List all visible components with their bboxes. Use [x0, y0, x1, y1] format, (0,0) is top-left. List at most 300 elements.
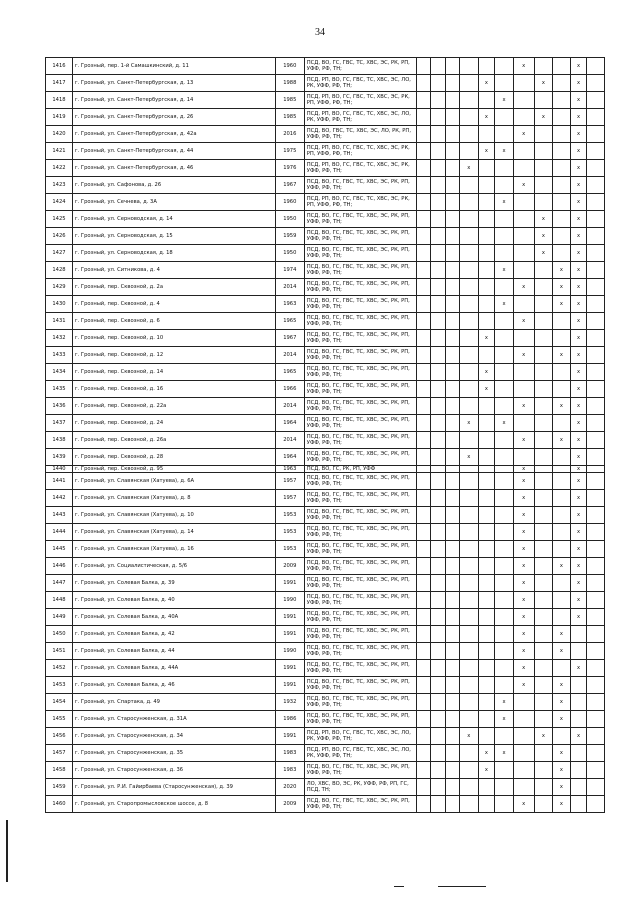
systems-cell: ПСД, ВО, ГС, ГВС, ТС, ХВС, ЭС, РК, РП, УФФ, РФ, ТН;	[304, 507, 416, 524]
mark-cell	[495, 524, 514, 541]
mark-cell	[460, 796, 479, 813]
mark-cell	[513, 728, 534, 745]
mark-cell	[431, 660, 445, 677]
mark-cell	[431, 211, 445, 228]
row-number: 1421	[46, 143, 73, 160]
mark-cell: x	[478, 364, 495, 381]
mark-cell	[445, 541, 459, 558]
mark-cell	[534, 524, 553, 541]
mark-cell: x	[495, 194, 514, 211]
row-number: 1449	[46, 609, 73, 626]
mark-cell	[460, 330, 479, 347]
mark-cell: x	[570, 449, 587, 466]
systems-cell: ПСД, ВО, ГС, ГВС, ТС, ХВС, ЭС, РК, РП, УФФ, РФ, ТН;	[304, 762, 416, 779]
year-cell: 1965	[275, 313, 304, 330]
mark-cell: x	[534, 109, 553, 126]
mark-cell	[431, 575, 445, 592]
year-cell: 2009	[275, 796, 304, 813]
mark-cell: x	[570, 609, 587, 626]
year-cell: 1990	[275, 643, 304, 660]
table-row	[46, 177, 605, 194]
mark-cell	[460, 381, 479, 398]
mark-cell	[513, 415, 534, 432]
address-cell: г. Грозный, ул. Славянская (Хатуева), д. 16	[72, 541, 275, 558]
mark-cell	[478, 432, 495, 449]
mark-cell: x	[460, 728, 479, 745]
mark-cell	[495, 109, 514, 126]
mark-cell	[416, 160, 430, 177]
mark-cell	[431, 745, 445, 762]
row-number: 1438	[46, 432, 73, 449]
year-cell: 1983	[275, 762, 304, 779]
mark-cell	[460, 762, 479, 779]
mark-cell	[478, 490, 495, 507]
mark-cell	[431, 58, 445, 75]
mark-cell	[445, 507, 459, 524]
mark-cell	[553, 507, 571, 524]
row-number: 1426	[46, 228, 73, 245]
mark-cell	[431, 796, 445, 813]
mark-cell	[416, 507, 430, 524]
mark-cell	[431, 524, 445, 541]
systems-cell: ПСД, ВО, ГС, ГВС, ТС, ХВС, ЭС, РК, РП, УФФ, РФ, ТН;	[304, 449, 416, 466]
table-row	[46, 660, 605, 677]
row-number: 1458	[46, 762, 73, 779]
mark-cell	[478, 592, 495, 609]
mark-cell	[416, 177, 430, 194]
mark-cell	[416, 711, 430, 728]
mark-cell	[416, 92, 430, 109]
mark-cell	[445, 262, 459, 279]
mark-cell	[460, 524, 479, 541]
mark-cell	[478, 211, 495, 228]
mark-cell	[587, 364, 605, 381]
mark-cell: x	[513, 592, 534, 609]
table-row	[46, 228, 605, 245]
mark-cell	[478, 296, 495, 313]
mark-cell: x	[553, 796, 571, 813]
mark-cell: x	[495, 92, 514, 109]
mark-cell	[570, 796, 587, 813]
table-row	[46, 473, 605, 490]
address-cell: г. Грозный, ул. Солевая Балка, д. 46	[72, 677, 275, 694]
mark-cell	[445, 660, 459, 677]
mark-cell	[431, 432, 445, 449]
mark-cell	[416, 228, 430, 245]
mark-cell	[431, 245, 445, 262]
mark-cell	[416, 432, 430, 449]
mark-cell	[587, 126, 605, 143]
table-row	[46, 575, 605, 592]
mark-cell: x	[534, 211, 553, 228]
mark-cell: x	[513, 541, 534, 558]
year-cell: 1967	[275, 177, 304, 194]
mark-cell: x	[478, 745, 495, 762]
systems-cell: ПСД, ВО, ГС, ГВС, ТС, ХВС, ЭС, РК, РП, УФФ, РФ, ТН;	[304, 626, 416, 643]
systems-cell: ПСД, ВО, ГС, ГВС, ТС, ХВС, ЭС, РК, РП, УФФ, РФ, ТН;	[304, 347, 416, 364]
mark-cell	[587, 626, 605, 643]
mark-cell	[445, 381, 459, 398]
mark-cell	[445, 711, 459, 728]
mark-cell	[460, 279, 479, 296]
year-cell: 1960	[275, 194, 304, 211]
table-row	[46, 262, 605, 279]
mark-cell	[534, 796, 553, 813]
mark-cell	[416, 592, 430, 609]
mark-cell	[416, 143, 430, 160]
mark-cell	[460, 245, 479, 262]
table-row	[46, 279, 605, 296]
row-number: 1431	[46, 313, 73, 330]
mark-cell: x	[513, 490, 534, 507]
housing-registry-table	[45, 57, 605, 813]
mark-cell	[495, 228, 514, 245]
mark-cell: x	[478, 381, 495, 398]
mark-cell	[495, 245, 514, 262]
mark-cell	[460, 313, 479, 330]
row-number: 1435	[46, 381, 73, 398]
table-row	[46, 364, 605, 381]
mark-cell	[587, 109, 605, 126]
mark-cell: x	[478, 143, 495, 160]
mark-cell	[416, 194, 430, 211]
mark-cell	[478, 466, 495, 473]
mark-cell	[416, 58, 430, 75]
table-row	[46, 541, 605, 558]
mark-cell: x	[495, 711, 514, 728]
row-number: 1430	[46, 296, 73, 313]
row-number: 1437	[46, 415, 73, 432]
address-cell: г. Грозный, пер. Сквозной, д. 24	[72, 415, 275, 432]
year-cell: 1983	[275, 745, 304, 762]
mark-cell	[534, 779, 553, 796]
mark-cell	[478, 728, 495, 745]
mark-cell	[431, 381, 445, 398]
systems-cell: ПСД, ВО, ГС, ГВС, ТС, ХВС, ЭС, РК, РП, УФФ, РФ, ТН;	[304, 592, 416, 609]
year-cell: 1965	[275, 364, 304, 381]
mark-cell	[553, 609, 571, 626]
mark-cell	[495, 490, 514, 507]
year-cell: 1964	[275, 449, 304, 466]
mark-cell	[570, 711, 587, 728]
table-row	[46, 58, 605, 75]
mark-cell: x	[570, 177, 587, 194]
mark-cell: x	[570, 728, 587, 745]
mark-cell	[478, 524, 495, 541]
mark-cell	[460, 609, 479, 626]
mark-cell	[495, 660, 514, 677]
mark-cell	[445, 415, 459, 432]
mark-cell	[445, 473, 459, 490]
mark-cell	[478, 779, 495, 796]
mark-cell	[431, 177, 445, 194]
mark-cell	[553, 245, 571, 262]
mark-cell	[460, 364, 479, 381]
address-cell: г. Грозный, ул. Санкт-Петербургская, д. 26	[72, 109, 275, 126]
mark-cell	[534, 507, 553, 524]
mark-cell	[534, 745, 553, 762]
mark-cell: x	[513, 643, 534, 660]
mark-cell	[431, 779, 445, 796]
mark-cell	[431, 194, 445, 211]
mark-cell	[587, 398, 605, 415]
table-row	[46, 677, 605, 694]
mark-cell	[587, 541, 605, 558]
row-number: 1447	[46, 575, 73, 592]
address-cell: г. Грозный, ул. Санкт-Петербургская, д. 14	[72, 92, 275, 109]
table-row	[46, 762, 605, 779]
mark-cell	[587, 313, 605, 330]
table-row	[46, 245, 605, 262]
row-number: 1445	[46, 541, 73, 558]
mark-cell	[553, 660, 571, 677]
mark-cell	[495, 449, 514, 466]
mark-cell: x	[513, 473, 534, 490]
table-row	[46, 728, 605, 745]
mark-cell	[416, 245, 430, 262]
mark-cell	[495, 279, 514, 296]
margin-line	[6, 820, 8, 882]
table-row	[46, 796, 605, 813]
mark-cell	[587, 58, 605, 75]
systems-cell: ПСД, РП, ВО, ГС, ГВС, ТС, ХВС, ЭС, ЛО, РК, УФФ, РФ, ТН;	[304, 745, 416, 762]
mark-cell: x	[553, 626, 571, 643]
year-cell: 1964	[275, 415, 304, 432]
row-number: 1444	[46, 524, 73, 541]
mark-cell	[553, 194, 571, 211]
mark-cell	[587, 330, 605, 347]
year-cell: 1932	[275, 694, 304, 711]
mark-cell	[416, 126, 430, 143]
mark-cell: x	[513, 507, 534, 524]
systems-cell: ПСД, ВО, ГС, ГВС, ТС, ХВС, ЭС, РК, РП, УФФ, РФ, ТН;	[304, 490, 416, 507]
address-cell: г. Грозный, пер. Сквозной, д. 95	[72, 466, 275, 473]
mark-cell	[570, 626, 587, 643]
mark-cell: x	[513, 575, 534, 592]
mark-cell	[553, 575, 571, 592]
mark-cell	[587, 92, 605, 109]
mark-cell	[445, 677, 459, 694]
address-cell: г. Грозный, ул. Солевая Балка, д. 40	[72, 592, 275, 609]
mark-cell	[478, 558, 495, 575]
mark-cell: x	[570, 143, 587, 160]
table-row	[46, 609, 605, 626]
address-cell: г. Грозный, ул. Славянская (Хатуева), д. 10	[72, 507, 275, 524]
mark-cell	[460, 347, 479, 364]
address-cell: г. Грозный, пер. Сквозной, д. 6	[72, 313, 275, 330]
mark-cell	[460, 194, 479, 211]
row-number: 1423	[46, 177, 73, 194]
mark-cell	[431, 313, 445, 330]
mark-cell	[587, 245, 605, 262]
mark-cell	[445, 762, 459, 779]
mark-cell: x	[534, 228, 553, 245]
mark-cell	[478, 507, 495, 524]
mark-cell	[416, 796, 430, 813]
mark-cell	[513, 160, 534, 177]
row-number: 1454	[46, 694, 73, 711]
mark-cell	[445, 330, 459, 347]
mark-cell	[431, 347, 445, 364]
systems-cell: ПСД, ВО, ГС, ГВС, ТС, ХВС, ЭС, РК, РП, УФФ, РФ, ТН;	[304, 245, 416, 262]
row-number: 1419	[46, 109, 73, 126]
table-row	[46, 194, 605, 211]
address-cell: г. Грозный, ул. Р.И. Гайирбаева (Старосунженская), д. 39	[72, 779, 275, 796]
mark-cell	[534, 381, 553, 398]
mark-cell: x	[553, 432, 571, 449]
mark-cell: x	[513, 313, 534, 330]
address-cell: г. Грозный, ул. Сечнева, д. 3А	[72, 194, 275, 211]
year-cell: 1990	[275, 592, 304, 609]
mark-cell: x	[570, 330, 587, 347]
row-number: 1436	[46, 398, 73, 415]
mark-cell: x	[570, 109, 587, 126]
year-cell: 1988	[275, 75, 304, 92]
mark-cell	[431, 762, 445, 779]
mark-cell	[460, 466, 479, 473]
mark-cell	[587, 143, 605, 160]
mark-cell	[495, 762, 514, 779]
row-number: 1418	[46, 92, 73, 109]
mark-cell	[460, 745, 479, 762]
systems-cell: ПСД, РП, ВО, ГС, ГВС, ТС, ХВС, ЭС, ЛО, РК, УФФ, РФ, ТН;	[304, 728, 416, 745]
row-number: 1451	[46, 643, 73, 660]
row-number: 1450	[46, 626, 73, 643]
mark-cell	[553, 160, 571, 177]
mark-cell	[587, 609, 605, 626]
mark-cell	[495, 347, 514, 364]
mark-cell	[445, 194, 459, 211]
mark-cell	[534, 262, 553, 279]
mark-cell: x	[513, 126, 534, 143]
table-row	[46, 398, 605, 415]
mark-cell	[416, 473, 430, 490]
mark-cell	[534, 762, 553, 779]
mark-cell: x	[513, 609, 534, 626]
mark-cell	[587, 177, 605, 194]
systems-cell: ПСД, ВО, ГС, ГВС, ТС, ХВС, ЭС, РК, РП, УФФ, РФ, ТН;	[304, 262, 416, 279]
mark-cell	[445, 228, 459, 245]
mark-cell	[445, 177, 459, 194]
mark-cell	[416, 313, 430, 330]
mark-cell: x	[495, 745, 514, 762]
mark-cell: x	[553, 762, 571, 779]
mark-cell: x	[570, 58, 587, 75]
address-cell: г. Грозный, ул. Санкт-Петербургская, д. 44	[72, 143, 275, 160]
mark-cell: x	[478, 109, 495, 126]
mark-cell	[587, 347, 605, 364]
mark-cell	[534, 592, 553, 609]
mark-cell	[478, 660, 495, 677]
mark-cell	[553, 490, 571, 507]
table-row	[46, 75, 605, 92]
mark-cell	[534, 313, 553, 330]
address-cell: г. Грозный, ул. Старосунженская, д. 36	[72, 762, 275, 779]
mark-cell	[445, 694, 459, 711]
table-row	[46, 211, 605, 228]
table-row	[46, 143, 605, 160]
systems-cell: ПСД, ВО, ГС, ГВС, ТС, ХВС, ЭС, РК, РП, УФФ, РФ, ТН;	[304, 381, 416, 398]
mark-cell	[587, 296, 605, 313]
systems-cell: ЛО, ХВС, ВО, ЭС, РК, УФФ, РФ, РП, ГС, ПСД, ТН;	[304, 779, 416, 796]
mark-cell	[478, 609, 495, 626]
mark-cell	[431, 330, 445, 347]
mark-cell	[587, 466, 605, 473]
mark-cell	[587, 558, 605, 575]
mark-cell	[553, 541, 571, 558]
address-cell: г. Грозный, ул. Серноводская, д. 18	[72, 245, 275, 262]
address-cell: г. Грозный, ул. Солевая Балка, д. 44	[72, 643, 275, 660]
mark-cell	[478, 677, 495, 694]
table-row	[46, 779, 605, 796]
systems-cell: ПСД, ВО, ГС, ГВС, ТС, ХВС, ЭС, РК, РП, УФФ, РФ, ТН;	[304, 398, 416, 415]
table-row	[46, 626, 605, 643]
systems-cell: ПСД, РП, ВО, ГС, ГВС, ТС, ХВС, ЭС, РК, РП, УФФ, РФ, ТН;	[304, 92, 416, 109]
mark-cell	[478, 262, 495, 279]
mark-cell: x	[570, 228, 587, 245]
systems-cell: ПСД, ВО, ГС, ГВС, ТС, ХВС, ЭС, РК, РП, УФФ, РФ, ТН;	[304, 330, 416, 347]
mark-cell	[495, 643, 514, 660]
systems-cell: ПСД, РП, ВО, ГС, ГВС, ТС, ХВС, ЭС, ЛО, РК, УФФ, РФ, ТН;	[304, 75, 416, 92]
mark-cell	[460, 660, 479, 677]
mark-cell	[460, 490, 479, 507]
systems-cell: ПСД, ВО, ГС, ГВС, ТС, ХВС, ЭС, РК, РП, УФФ, РФ, ТН;	[304, 575, 416, 592]
mark-cell	[445, 364, 459, 381]
mark-cell	[431, 711, 445, 728]
year-cell: 1985	[275, 92, 304, 109]
year-cell: 1953	[275, 524, 304, 541]
mark-cell	[416, 415, 430, 432]
mark-cell	[553, 75, 571, 92]
mark-cell	[431, 279, 445, 296]
mark-cell	[513, 745, 534, 762]
mark-cell: x	[513, 660, 534, 677]
mark-cell	[513, 194, 534, 211]
mark-cell: x	[570, 507, 587, 524]
mark-cell	[513, 779, 534, 796]
systems-cell: ПСД, ВО, ГС, ГВС, ТС, ХВС, ЭС, РК, РП, УФФ, РФ, ТН;	[304, 364, 416, 381]
row-number: 1443	[46, 507, 73, 524]
mark-cell	[495, 779, 514, 796]
year-cell: 2009	[275, 558, 304, 575]
mark-cell	[534, 677, 553, 694]
year-cell: 2014	[275, 432, 304, 449]
mark-cell	[445, 643, 459, 660]
mark-cell	[553, 143, 571, 160]
address-cell: г. Грозный, ул. Солевая Балка, д. 44А	[72, 660, 275, 677]
mark-cell	[587, 449, 605, 466]
mark-cell	[570, 762, 587, 779]
mark-cell	[587, 575, 605, 592]
year-cell: 1991	[275, 660, 304, 677]
mark-cell	[587, 381, 605, 398]
row-number: 1456	[46, 728, 73, 745]
mark-cell	[416, 694, 430, 711]
mark-cell	[460, 143, 479, 160]
year-cell: 1960	[275, 58, 304, 75]
mark-cell	[587, 228, 605, 245]
mark-cell	[431, 92, 445, 109]
mark-cell	[553, 415, 571, 432]
mark-cell	[534, 279, 553, 296]
mark-cell	[431, 626, 445, 643]
mark-cell	[534, 347, 553, 364]
mark-cell	[460, 541, 479, 558]
mark-cell	[416, 279, 430, 296]
mark-cell	[587, 415, 605, 432]
mark-cell	[513, 762, 534, 779]
year-cell: 1966	[275, 381, 304, 398]
